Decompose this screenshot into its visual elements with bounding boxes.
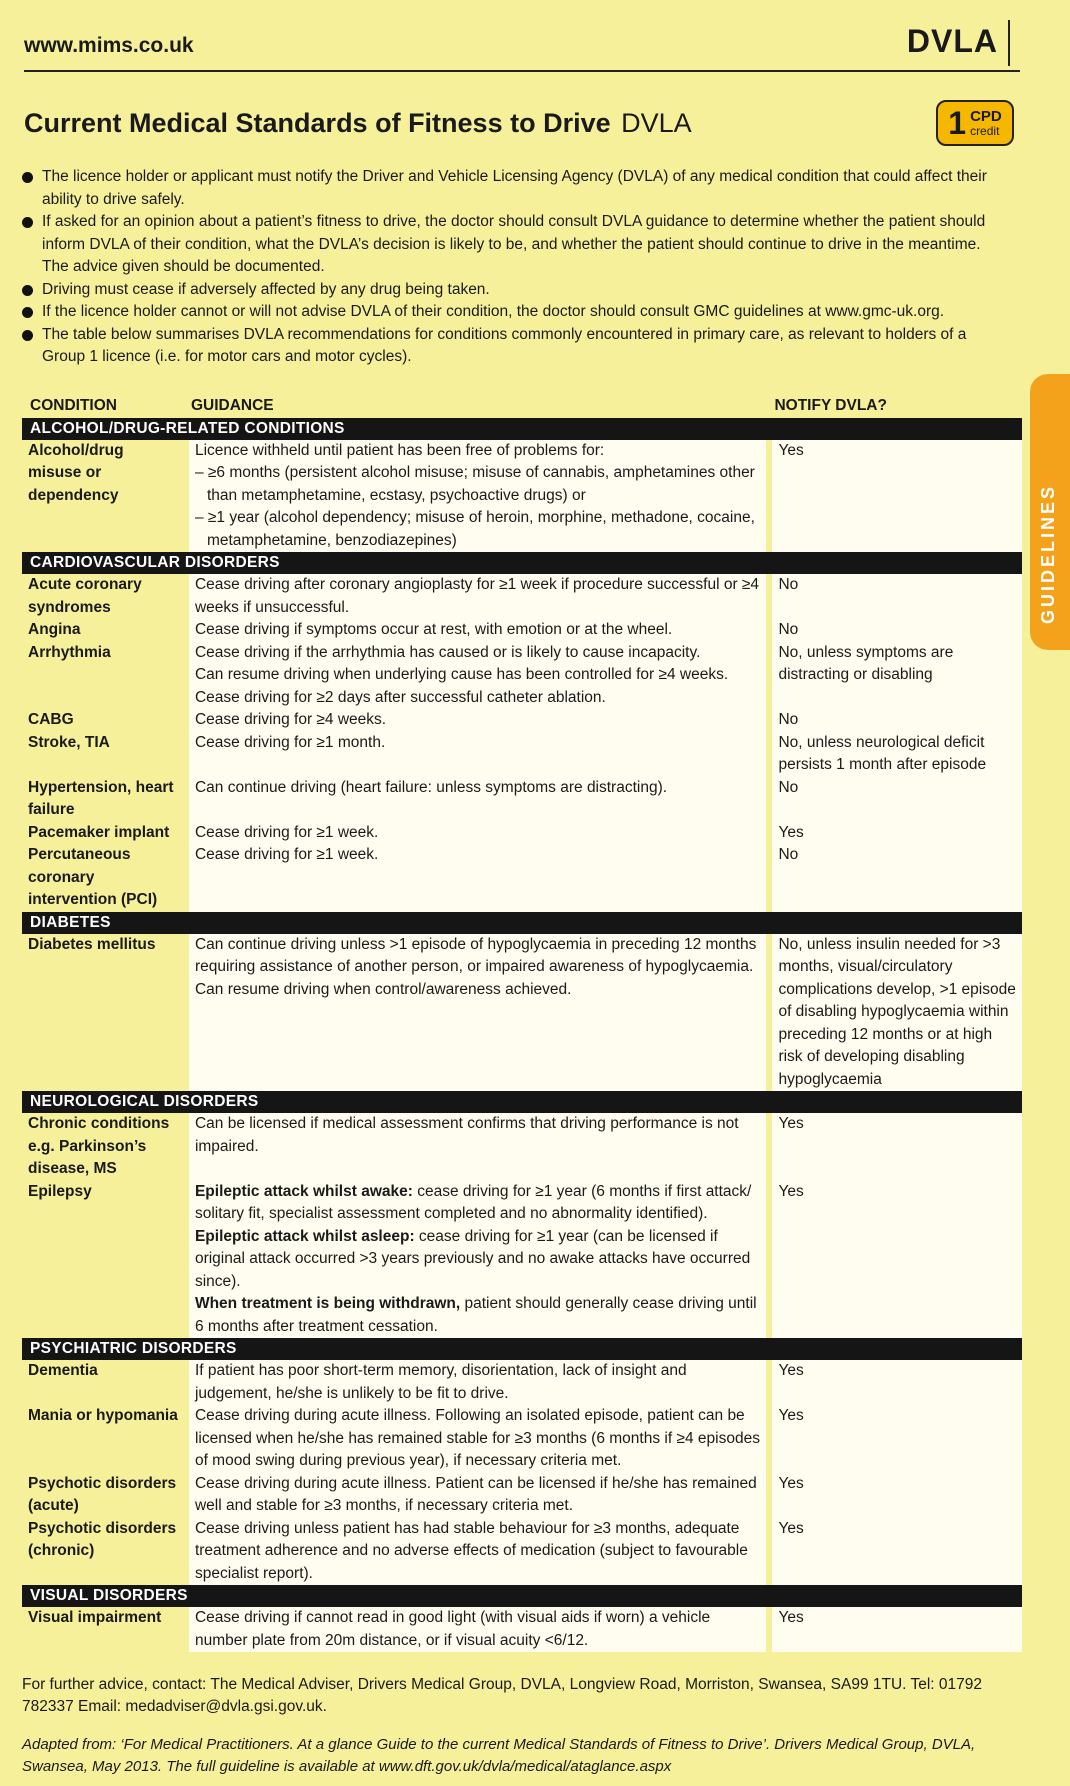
cpd-label-top: CPD <box>970 107 1002 125</box>
epilepsy-awake <box>195 1181 763 1226</box>
condition-cell: Angina <box>28 621 81 638</box>
condition-cell: Diabetes mellitus <box>28 935 156 953</box>
header-guidance: GUIDANCE <box>190 397 274 414</box>
notify-cell: No, unless symptoms are distracting or disabling <box>766 642 1022 710</box>
table-row <box>22 1181 1022 1339</box>
condition-cell: Alcohol/drug misuse or dependency <box>28 441 124 504</box>
table-row <box>22 709 1022 732</box>
section-header <box>22 1091 1022 1113</box>
notify-cell: No <box>766 777 1022 822</box>
table-row <box>22 844 1022 912</box>
table-header-row <box>22 395 1022 418</box>
notify-cell: No, unless neurological deficit persists 1 month after episode <box>766 732 1022 777</box>
guidance-text: cease driving for ≥1 year (6 months if first attack/ solitary fit, specialist assessment completed and no abnormality identified). <box>194 1182 752 1222</box>
guidance-text: Cease driving if the arrhythmia has caused or is likely to cause incapacity. <box>194 643 701 661</box>
guidance-subitem: – ≥1 year (alcohol dependency; misuse of heroin, morphine, methadone, cocaine, metamphetamine, benzodiazepines) <box>194 509 755 549</box>
bullet-item: If asked for an opinion about a patient’s fitness to drive, the doctor should consult DVLA guidance to determine whether the patient should inform DVLA of their condition, what the DVLA’s decision is likely to be, and whether the patient should continue to drive in the meantime. The advice given should be documented. <box>22 211 1002 279</box>
section-title: NEUROLOGICAL DISORDERS <box>22 1091 1022 1113</box>
condition-cell: Hypertension, heart failure <box>28 778 174 818</box>
dvla-table <box>22 395 1022 1652</box>
condition-cell: Percutaneous coronary intervention (PCI) <box>28 846 158 908</box>
table-row <box>22 1405 1022 1473</box>
guidance-text: patient should generally cease driving until 6 months after treatment cessation. <box>194 1295 757 1335</box>
section-title: CARDIOVASCULAR DISORDERS <box>22 552 1022 574</box>
table-row <box>22 1518 1022 1586</box>
notify-cell: Yes <box>766 1518 1022 1586</box>
condition-cell: Psychotic disorders (chronic) <box>28 1519 177 1559</box>
header-notify: NOTIFY DVLA? <box>774 397 887 414</box>
table-row <box>22 1607 1022 1652</box>
guidance-cell: Cease driving for ≥4 weeks. <box>183 709 767 732</box>
guidance-cell <box>183 1181 767 1339</box>
condition-cell: Dementia <box>28 1362 98 1379</box>
guidance-cell <box>183 440 767 553</box>
guidance-cell: Cease driving for ≥1 week. <box>183 822 767 845</box>
section-title: PSYCHIATRIC DISORDERS <box>22 1338 1022 1360</box>
source-note: Adapted from: ‘For Medical Practitioners. At a glance Guide to the current Medical Standards of Fitness to Drive’. Drivers Medical Group, DVLA, Swansea, May 2013. The full guideline is available at www.dft.gov.uk/dvla/medical/ataglance.aspx <box>22 1736 976 1775</box>
condition-cell: CABG <box>28 711 74 728</box>
table-row <box>22 574 1022 619</box>
header-condition: CONDITION <box>30 397 117 414</box>
cpd-label <box>970 109 1002 137</box>
notify-cell: No <box>766 709 1022 732</box>
guidance-subitem: – ≥6 months (persistent alcohol misuse; misuse of cannabis, amphetamines other than metamphetamine, ecstasy, psychoactive drugs) or <box>194 464 755 504</box>
guidance-cell: Cease driving unless patient has had stable behaviour for ≥3 months, adequate treatment adherence and no adverse effects of medication (subject to favourable specialist report). <box>183 1518 767 1586</box>
cpd-badge <box>936 100 1014 146</box>
guidance-cell: Cease driving if cannot read in good light (with visual aids if worn) a vehicle number plate from 20m distance, or if visual acuity <6/12. <box>183 1607 767 1652</box>
table-row <box>22 732 1022 777</box>
page-title: Current Medical Standards of Fitness to Drive <box>24 108 611 138</box>
guidance-cell <box>183 642 767 710</box>
guidance-cell: Cease driving after coronary angioplasty for ≥1 week if procedure successful or ≥4 weeks if unsuccessful. <box>183 574 767 619</box>
condition-cell: Epilepsy <box>28 1182 92 1200</box>
table-row <box>22 777 1022 822</box>
notify-cell: No <box>766 574 1022 619</box>
guidance-text: Can resume driving when underlying cause has been controlled for ≥4 weeks. Cease driving for ≥2 days after successful catheter ablation. <box>194 666 729 706</box>
section-title: VISUAL DISORDERS <box>22 1585 1022 1607</box>
notify-cell: No <box>766 844 1022 912</box>
guidance-cell: Cease driving for ≥1 week. <box>183 844 767 912</box>
table-row <box>22 1113 1022 1181</box>
section-header <box>22 552 1022 574</box>
condition-cell: Arrhythmia <box>28 643 111 661</box>
header <box>24 20 1020 72</box>
guidance-cell: Cease driving if symptoms occur at rest, with emotion or at the wheel. <box>183 619 767 642</box>
guidance-text: Can resume driving when control/awareness achieved. <box>194 980 572 998</box>
condition-cell: Chronic conditions e.g. Parkinson’s disease, MS <box>28 1115 170 1177</box>
notify-cell: No, unless insulin needed for >3 months, visual/circulatory complications develop, >1 episode of disabling hypoglycaemia within preceding 12 months or at high risk of developing disabling hypoglycaemia <box>766 934 1022 1092</box>
section-header <box>22 912 1022 934</box>
table-row <box>22 1473 1022 1518</box>
bullet-item: The licence holder or applicant must notify the Driver and Vehicle Licensing Agency (DVLA) of any medical condition that could affect their ability to drive safely. <box>22 166 1002 211</box>
table-row <box>22 822 1022 845</box>
guidance-cell: Cease driving for ≥1 month. <box>183 732 767 777</box>
section-title: ALCOHOL/DRUG-RELATED CONDITIONS <box>22 418 1022 440</box>
epilepsy-asleep <box>195 1226 763 1294</box>
guidance-label: Epileptic attack whilst awake: <box>194 1182 413 1200</box>
notify-cell: Yes <box>766 1113 1022 1181</box>
notify-cell: Yes <box>766 1607 1022 1652</box>
condition-cell: Acute coronary syndromes <box>28 576 142 616</box>
section-header <box>22 418 1022 440</box>
guidance-cell: Can be licensed if medical assessment confirms that driving performance is not impaired. <box>183 1113 767 1181</box>
table-row <box>22 619 1022 642</box>
guidelines-side-tab[interactable] <box>1030 374 1070 650</box>
guidance-label: Epileptic attack whilst asleep: <box>194 1227 415 1245</box>
notify-cell: Yes <box>766 822 1022 845</box>
guidance-cell: Cease driving during acute illness. Patient can be licensed if he/she has remained well and stable for ≥3 months, if necessary criteria met. <box>183 1473 767 1518</box>
cpd-label-bottom: credit <box>970 123 1000 138</box>
notify-cell: Yes <box>766 1181 1022 1339</box>
table-row <box>22 934 1022 1092</box>
guidance-cell: Cease driving during acute illness. Following an isolated episode, patient can be licensed when he/she has remained stable for ≥3 months (6 months if ≥4 episodes of mood swing during previous year), if necessary criteria met. <box>183 1405 767 1473</box>
side-tab-label: GUIDELINES <box>1038 483 1058 624</box>
guidance-label: When treatment is being withdrawn, <box>194 1295 461 1312</box>
bullet-item: If the licence holder cannot or will not advise DVLA of their condition, the doctor should consult GMC guidelines at www.gmc-uk.org. <box>22 301 1002 324</box>
condition-cell: Mania or hypomania <box>28 1407 178 1424</box>
notify-cell: Yes <box>766 1405 1022 1473</box>
epilepsy-withdrawn <box>195 1293 763 1338</box>
page-subtitle: DVLA <box>621 108 692 138</box>
section-header <box>22 1585 1022 1607</box>
intro-bullets <box>22 166 1002 369</box>
condition-cell: Psychotic disorders (acute) <box>28 1474 177 1514</box>
guidance-text: Licence withheld until patient has been free of problems for: <box>194 441 605 459</box>
bullet-item: Driving must cease if adversely affected by any drug being taken. <box>22 279 1002 302</box>
title-row <box>24 105 1014 152</box>
guidance-text: cease driving for ≥1 year (can be licensed if original attack occurred >3 years previously and no awake attacks have occurred since). <box>194 1227 751 1290</box>
bullet-item: The table below summarises DVLA recommendations for conditions commonly encountered in primary care, as relevant to holders of a Group 1 licence (i.e. for motor cars and motor cycles). <box>22 324 1002 369</box>
section-header <box>22 1338 1022 1360</box>
section-title: DIABETES <box>22 912 1022 934</box>
site-url[interactable]: www.mims.co.uk <box>24 34 194 57</box>
guidance-cell <box>183 934 767 1092</box>
notify-cell: Yes <box>766 440 1022 553</box>
notify-cell: No <box>766 619 1022 642</box>
notify-cell: Yes <box>766 1360 1022 1405</box>
guidance-cell: Can continue driving (heart failure: unless symptoms are distracting). <box>183 777 767 822</box>
section-tag: DVLA <box>907 20 1010 66</box>
guidance-cell: If patient has poor short-term memory, disorientation, lack of insight and judgement, he/she is unlikely to be fit to drive. <box>183 1360 767 1405</box>
contact-footer: For further advice, contact: The Medical Adviser, Drivers Medical Group, DVLA, Longview Road, Morriston, Swansea, SA99 1TU. Tel: 01792 782337 Email: medadviser@dvla.gsi.gov.uk. <box>22 1676 983 1715</box>
cpd-number: 1 <box>948 105 967 141</box>
table-row <box>22 642 1022 710</box>
table-row <box>22 440 1022 553</box>
condition-cell: Stroke, TIA <box>28 733 110 751</box>
guidance-text: Can continue driving unless >1 episode of hypoglycaemia in preceding 12 months requiring assistance of another person, or impaired awareness of hypoglycaemia. <box>194 935 757 975</box>
notify-cell: Yes <box>766 1473 1022 1518</box>
table-row <box>22 1360 1022 1405</box>
condition-cell: Visual impairment <box>28 1609 162 1626</box>
condition-cell: Pacemaker implant <box>28 823 170 841</box>
